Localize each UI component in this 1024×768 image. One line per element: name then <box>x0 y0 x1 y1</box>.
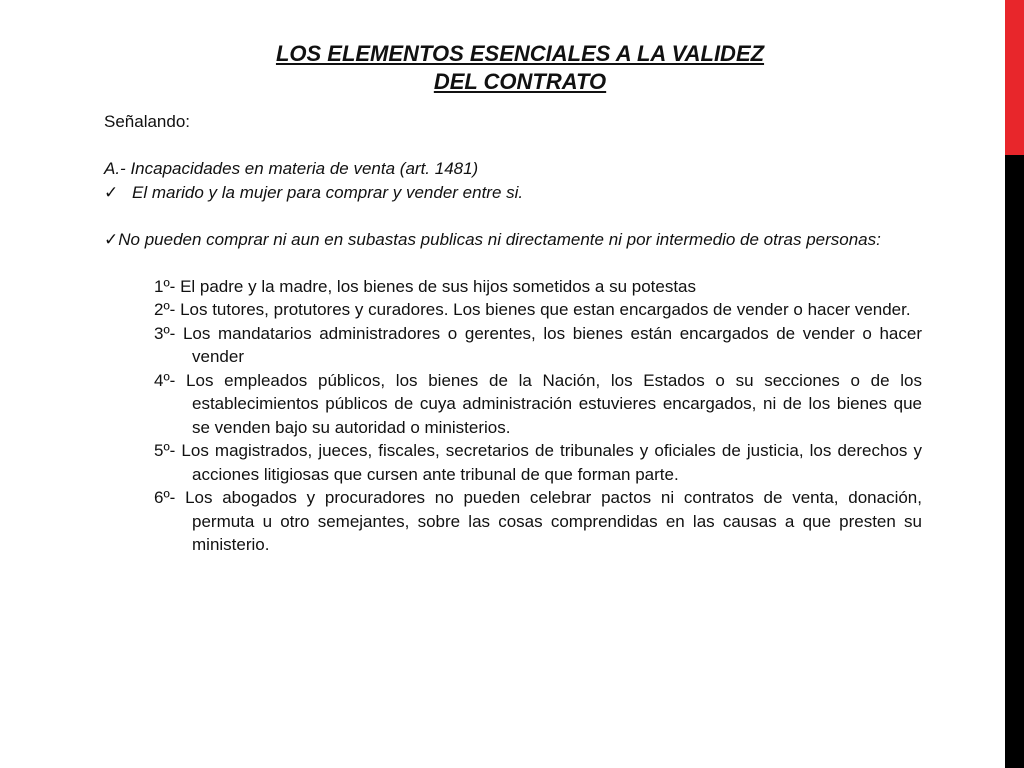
list-item-text: Los tutores, protutores y curadores. Los bienes que estan encargados de vender o hacer vender. <box>180 300 911 319</box>
list-item <box>154 298 922 322</box>
check-item-2 <box>104 228 922 252</box>
list-item-number: 3º- <box>154 323 176 343</box>
slide-title-line-2: DEL CONTRATO <box>433 69 607 94</box>
section-a-heading: A.- Incapacidades en materia de venta (art. 1481) <box>104 159 479 178</box>
slide-content <box>104 110 922 557</box>
list-item-text: El padre y la madre, los bienes de sus hijos sometidos a su potestas <box>180 276 697 296</box>
check-icon: ✓ <box>104 182 119 202</box>
list-item-number: 2º- <box>154 300 176 319</box>
numbered-list <box>154 275 922 557</box>
check-icon: ✓ <box>104 229 119 249</box>
list-item-number: 4º- <box>154 370 176 390</box>
spacer <box>104 204 922 228</box>
accent-bar-red <box>1005 0 1024 155</box>
spacer <box>104 251 922 275</box>
check-item-text: No pueden comprar ni aun en subastas publicas ni directamente ni por intermedio de otras personas: <box>118 229 881 249</box>
intro-text: Señalando: <box>104 112 191 131</box>
slide-title <box>200 40 840 96</box>
list-item <box>154 322 922 369</box>
list-item-number: 1º- <box>154 276 176 296</box>
list-item <box>154 439 922 486</box>
list-item-number: 6º- <box>154 488 176 507</box>
spacer <box>104 134 922 158</box>
list-item <box>154 369 922 440</box>
list-item <box>154 275 922 299</box>
list-item-text: Los magistrados, jueces, fiscales, secretarios de tribunales y oficiales de justicia, los derechos y acciones litigiosas que cursen ante tribunal de que forman parte. <box>181 441 922 484</box>
accent-bar-black <box>1005 155 1024 768</box>
list-item-text: Los empleados públicos, los bienes de la Nación, los Estados o su secciones o de los establecimientos públicos de cuya administración estuvieres encargados, ni de los bienes que se venden bajo su autoridad o ministerios. <box>186 370 922 437</box>
check-item-text: El marido y la mujer para comprar y vender entre si. <box>132 182 524 202</box>
list-item-number: 5º- <box>154 441 176 460</box>
list-item-text: Los mandatarios administradores o gerentes, los bienes están encargados de vender o hacer vender <box>182 323 922 366</box>
slide-title-line-1: LOS ELEMENTOS ESENCIALES A LA VALIDEZ <box>275 41 765 66</box>
list-item <box>154 486 922 557</box>
list-item-text: Los abogados y procuradores no pueden celebrar pactos ni contratos de venta, donación, permuta u otro semejantes, sobre las cosas comprendidas en las causas a que presten su ministerio. <box>185 488 922 554</box>
check-item-1 <box>104 181 922 205</box>
